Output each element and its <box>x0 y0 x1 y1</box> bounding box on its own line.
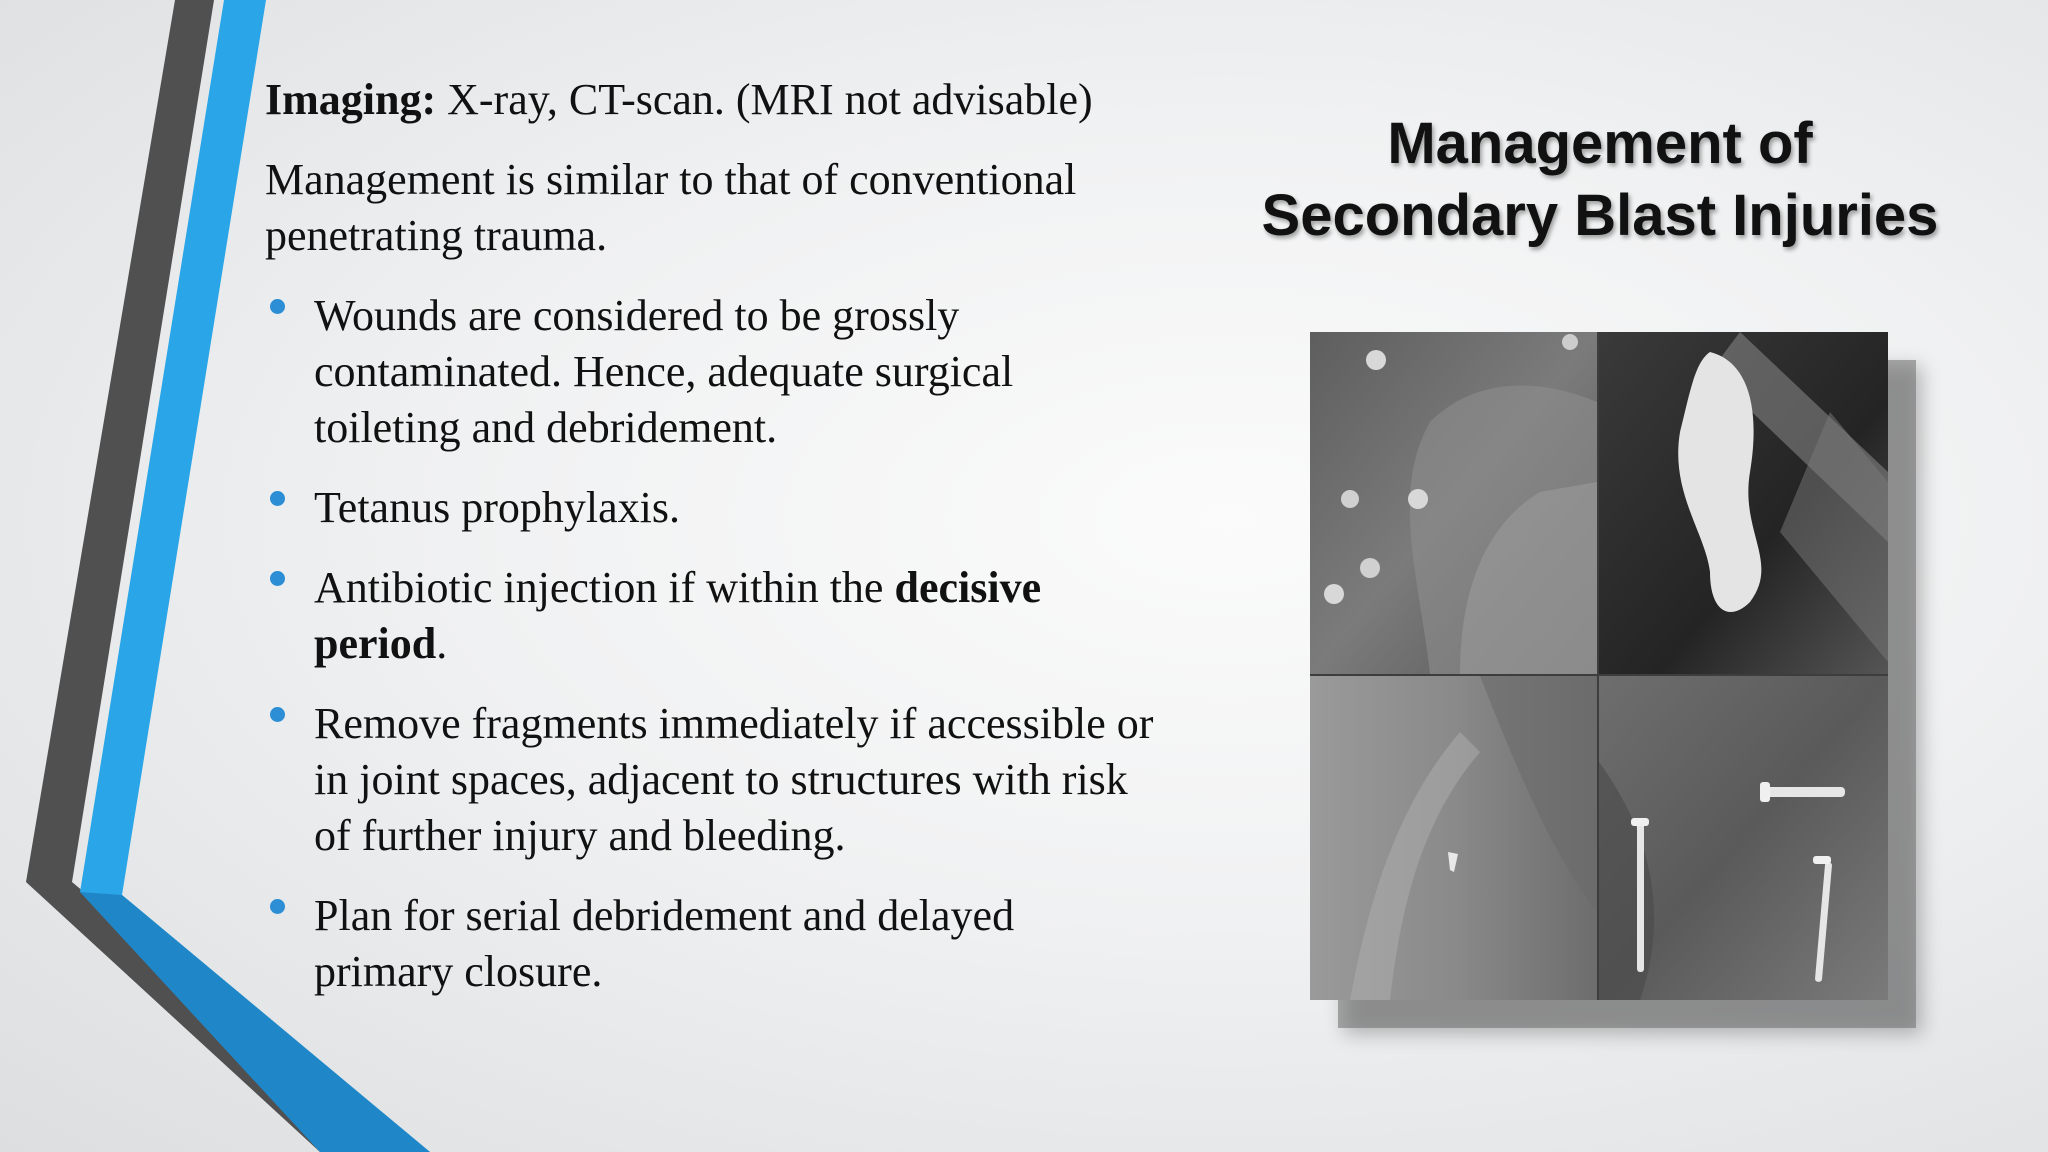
bullet-text: Remove fragments immediately if accessible or in joint spaces, adjacent to structures with risk of further injury and bleeding. <box>314 699 1154 860</box>
bullet-item <box>265 696 1155 864</box>
bullet-text: Antibiotic injection if within the <box>314 563 895 612</box>
imaging-paragraph <box>265 72 1155 128</box>
xray-collage-image <box>1310 332 1888 1000</box>
bullet-dot-icon <box>270 299 285 314</box>
imaging-text: X-ray, CT-scan. (MRI not advisable) <box>436 75 1093 124</box>
bullet-dot-icon <box>270 899 285 914</box>
slide-body <box>265 72 1155 1024</box>
slide-title <box>1200 108 2000 252</box>
bullet-item <box>265 888 1155 1000</box>
bullet-list <box>265 288 1155 1000</box>
bullet-dot-icon <box>270 571 285 586</box>
bullet-dot-icon <box>270 491 285 506</box>
intro-paragraph: Management is similar to that of conventional penetrating trauma. <box>265 155 1077 260</box>
bullet-dot-icon <box>270 707 285 722</box>
bullet-bold-text: decisive period <box>314 563 1042 668</box>
bullet-item <box>265 288 1155 456</box>
bullet-text: Tetanus prophylaxis. <box>314 483 680 532</box>
title-line-2: Secondary Blast Injuries <box>1261 183 1939 248</box>
bullet-text: Wounds are considered to be grossly contaminated. Hence, adequate surgical toileting and debridement. <box>314 291 1014 452</box>
xray-collage-drawing <box>1310 332 1888 1000</box>
bullet-text-end: . <box>436 619 448 668</box>
bullet-text: Plan for serial debridement and delayed primary closure. <box>314 891 1015 996</box>
title-line-1: Management of <box>1387 111 1813 176</box>
bullet-item <box>265 560 1155 672</box>
imaging-label: Imaging: <box>265 75 437 124</box>
bullet-item <box>265 480 1155 536</box>
